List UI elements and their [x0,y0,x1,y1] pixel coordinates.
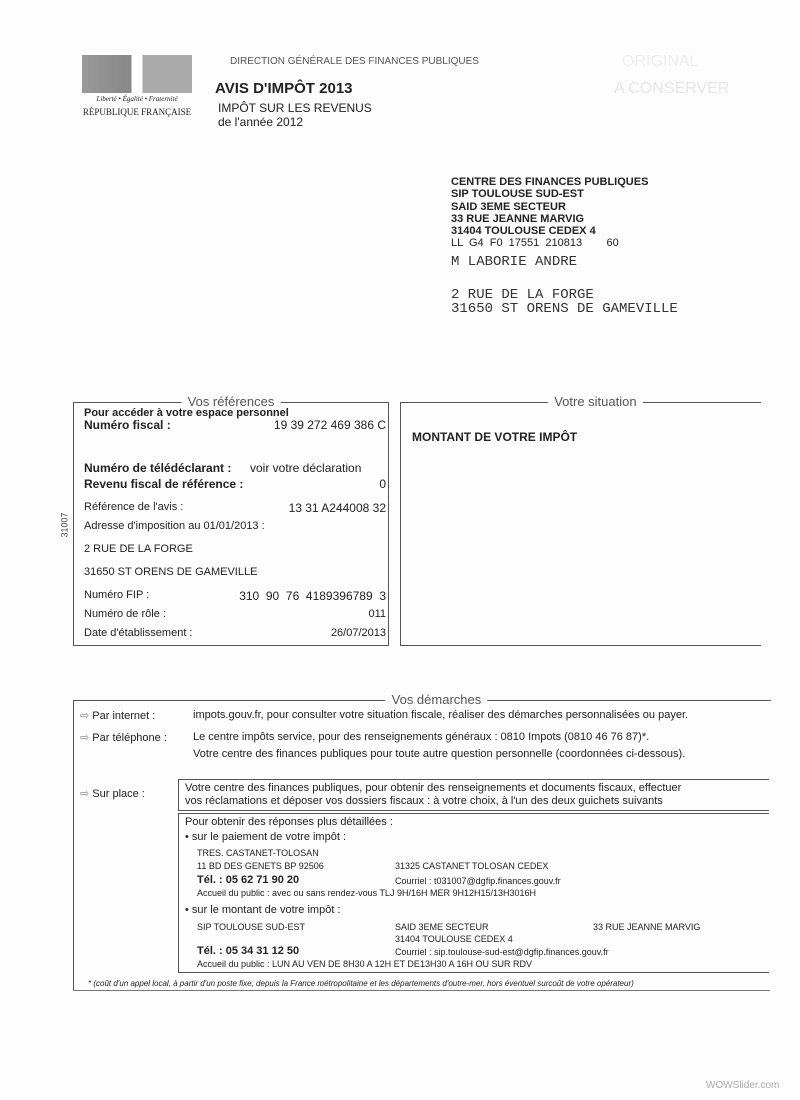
internet-text: impots.gouv.fr, pour consulter votre situation fiscale, réaliser des démarches personnalisées ou payer. [193,709,689,721]
fip-value: 310 90 76 4189396789 3 [239,589,386,603]
place-text2: vos réclamations et déposer vos dossiers fiscaux : à votre choix, à l'un des deux guichets suivants [185,795,663,807]
telephone-label: Par téléphone : [92,732,167,744]
income-year: de l'année 2012 [218,115,304,129]
amount-hours: Accueil du public : LUN AU VEN DE 8H30 A 12H ET DE13H30 A 16H OU SUR RDV [197,959,532,969]
amount-phone: Tél. : 05 34 31 12 50 [197,945,300,957]
guichets-box: Pour obtenir des réponses plus détaillées : • sur le paiement de votre impôt : TRES. CASTANET-TOLOSAN 11 BD DES GENETS BP 92506 31325 CASTANET TOLOSAN CEDEX Tél. : 05 62 71 90 20 Courriel : t031007@dgfip.finances.gouv.fr Accueil du public : avec ou sans rendez-vous TLJ 9H/16H MER 9H12H15/13H3016H • sur le montant de votre impôt : SIP TOULOUSE SUD-EST SAID 3EME SECTEUR 33 RUE JEANNE MARVIG 31404 TOULOUSE CEDEX 4 Tél. : 05 34 31 12 50 Courriel : sip.toulouse-sud-est@dgfip.finances.gouv.fr Accueil du public : LUN AU VEN DE 8H30 A 12H ET DE13H30 A 16H OU SUR RDV [178,813,769,973]
direction-label: DIRECTION GÉNÉRALE DES FINANCES PUBLIQUES [230,56,479,67]
telephone-text1: Le centre impôts service, pour des renseignements généraux : 0810 Impots (0810 46 76 87)*. [193,731,650,743]
adresse-line2: 31650 ST ORENS DE GAMEVILLE [84,566,258,578]
fip-label: Numéro FIP : [84,589,150,601]
payment-title: sur le paiement de votre impôt : [191,831,346,843]
payment-hours: Accueil du public : avec ou sans rendez-vous TLJ 9H/16H MER 9H12H15/13H3016H [197,888,537,898]
payment-city: 31325 CASTANET TOLOSAN CEDEX [395,861,549,871]
references-box [73,394,389,646]
rfr-label: Revenu fiscal de référence : [84,477,244,491]
avis-label: Référence de l'avis : [84,501,184,513]
payment-office: TRES. CASTANET-TOLOSAN [197,848,319,858]
internet-label: Par internet : [92,710,156,722]
place-label: Sur place : [92,788,145,800]
role-value: 011 [368,608,386,620]
marianne-emblem [82,55,192,93]
situation-legend: Votre situation [548,394,642,409]
place-text1: Votre centre des finances publiques, pour obtenir des renseignements et documents fiscaux, effectuer [185,782,682,794]
demarches-legend: Vos démarches [386,692,488,707]
amount-office: SIP TOULOUSE SUD-EST [197,922,306,932]
document-subtitle: IMPÔT SUR LES REVENUS [218,101,372,115]
payment-address: 11 BD DES GENETS BP 92506 [197,861,324,871]
logo-name: RÉPUBLIQUE FRANÇAISE [82,107,192,117]
recipient-address: 2 RUE DE LA FORGE 31650 ST ORENS DE GAMEVILLE [451,287,678,317]
bottom-divider [73,990,770,991]
recipient-name: M LABORIE ANDRE [451,254,578,270]
date-value: 26/07/2013 [330,627,386,639]
sender-address: CENTRE DES FINANCES PUBLIQUES SIP TOULOUSE SUD-EST SAID 3EME SECTEUR 33 RUE JEANNE MARVIG 31404 TOULOUSE CEDEX 4 LL G4 F0 17551 210813 60 [451,176,649,250]
details-label: Pour obtenir des réponses plus détaillées : [185,816,393,828]
demarches-box [73,692,771,991]
logo-motto: Liberté • Égalité • Fraternité [96,95,178,103]
footnote: * (coût d'un appel local, à partir d'un poste fixe, depuis la France métropolitaine et les départements d'outre-mer, hors éventuel surcoût de votre opérateur) [88,979,634,988]
amount-street: 33 RUE JEANNE MARVIG [593,922,701,932]
place-box [178,779,769,811]
amount-title: sur le montant de votre impôt : [191,904,341,916]
arrow-icon: ⇨ [80,710,93,722]
fiscal-label: Numéro fiscal : [84,418,171,432]
access-label: Pour accéder à votre espace personnel [84,407,289,419]
situation-box [400,394,761,646]
adresse-label: Adresse d'imposition au 01/01/2013 : [84,520,265,532]
amount-sector: SAID 3EME SECTEUR [395,922,489,932]
original-stamp: ORIGINAL [622,53,699,70]
amount-email[interactable]: Courriel : sip.toulouse-sud-est@dgfip.finances.gouv.fr [395,947,609,957]
arrow-icon: ⇨ [80,732,93,744]
payment-email[interactable]: Courriel : t031007@dgfip.finances.gouv.fr [395,876,561,886]
role-label: Numéro de rôle : [84,608,166,620]
adresse-line1: 2 RUE DE LA FORGE [84,543,193,555]
teledecl-label: Numéro de télédéclarant : [84,461,232,475]
references-legend: Vos références [182,394,281,409]
conserver-stamp: A CONSERVER [614,80,730,97]
date-label: Date d'établissement : [84,627,193,639]
teledecl-value: voir votre déclaration [250,461,362,475]
amount-city: 31404 TOULOUSE CEDEX 4 [395,934,513,944]
republique-francaise-logo [82,55,192,121]
payment-phone: Tél. : 05 62 71 90 20 [197,874,300,886]
fiscal-value: 19 39 272 469 386 C [273,418,386,432]
side-code: 31007 [59,512,70,538]
document-title: AVIS D'IMPÔT 2013 [215,80,353,97]
montant-label: MONTANT DE VOTRE IMPÔT [412,430,578,444]
arrow-icon: ⇨ [80,788,93,800]
watermark: WOWSlider.com [706,1080,780,1091]
avis-value: 13 31 A244008 32 [288,501,386,515]
telephone-text2: Votre centre des finances publiques pour toute autre question personnelle (coordonnées ci-dessous). [193,748,686,760]
rfr-value: 0 [379,477,386,491]
